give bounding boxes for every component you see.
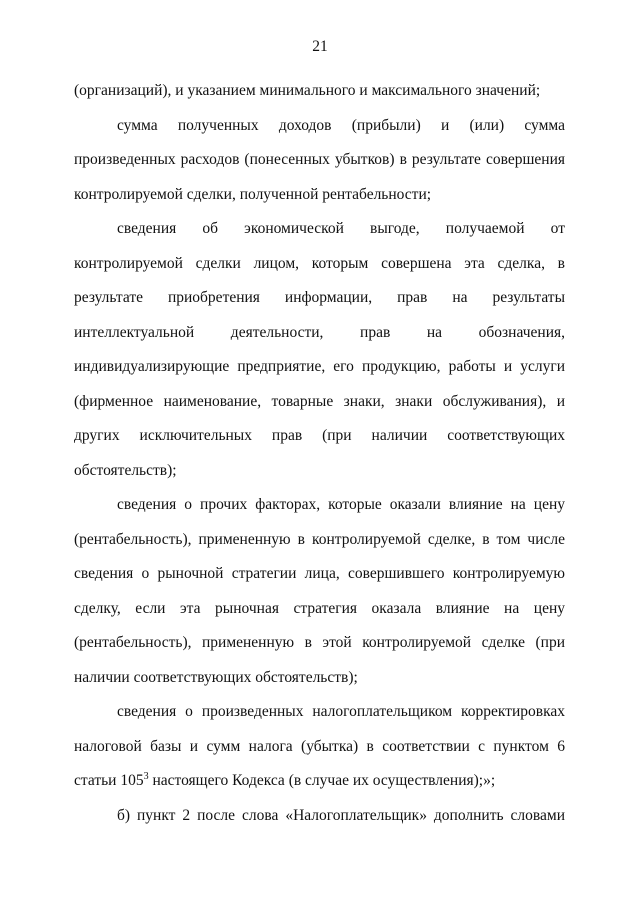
paragraph-other-factors: сведения о прочих факторах, которые оказали влияние на цену (рентабельность), примененную в контролируемой сделке, в том числе сведения о рыночной стратегии лица, совершившего контролируемую сделку, если эта рыночная стратегия оказала влияние на цену (рентабельность), примененную в этой контролируемой сделке (при наличии соответствующих обстоятельств);	[74, 496, 565, 686]
paragraph-adjustments-text: сведения о произведенных налогоплательщиком корректировках налоговой базы и сумм налога (убытка) в соответствии с пунктом 6 статьи	[74, 703, 565, 789]
paragraph-economic-benefit: сведения об экономической выгоде, получаемой от контролируемой сделки лицом, которым совершена эта сделка, в результате приобретения информации, прав на результаты интеллектуальной деятельности, прав на обозначения, индивидуализирующие предприятие, его продукцию, работы и услуги (фирменное наименование, товарные знаки, знаки обслуживания), и других исключительных прав (при наличии соответствующих обстоятельств);	[74, 220, 565, 479]
article-superscript: 3	[143, 771, 149, 782]
article-number: 105	[120, 772, 144, 789]
paragraph-adjustments-tail: настоящего Кодекса (в случае их осуществления);»;	[148, 772, 496, 789]
page-number: 21	[312, 38, 328, 55]
paragraph-point-b: б) пункт 2 после слова «Налогоплательщик» дополнить словами	[117, 806, 565, 824]
paragraph-adjustments	[74, 695, 565, 799]
paragraph-continuation: (организаций), и указанием минимального и максимального значений;	[74, 82, 541, 99]
paragraph-income-expenses: сумма полученных доходов (прибыли) и (или) сумма произведенных расходов (понесенных убытков) в результате совершения контролируемой сделки, полученной рентабельности;	[74, 116, 565, 203]
document-body	[74, 74, 565, 833]
